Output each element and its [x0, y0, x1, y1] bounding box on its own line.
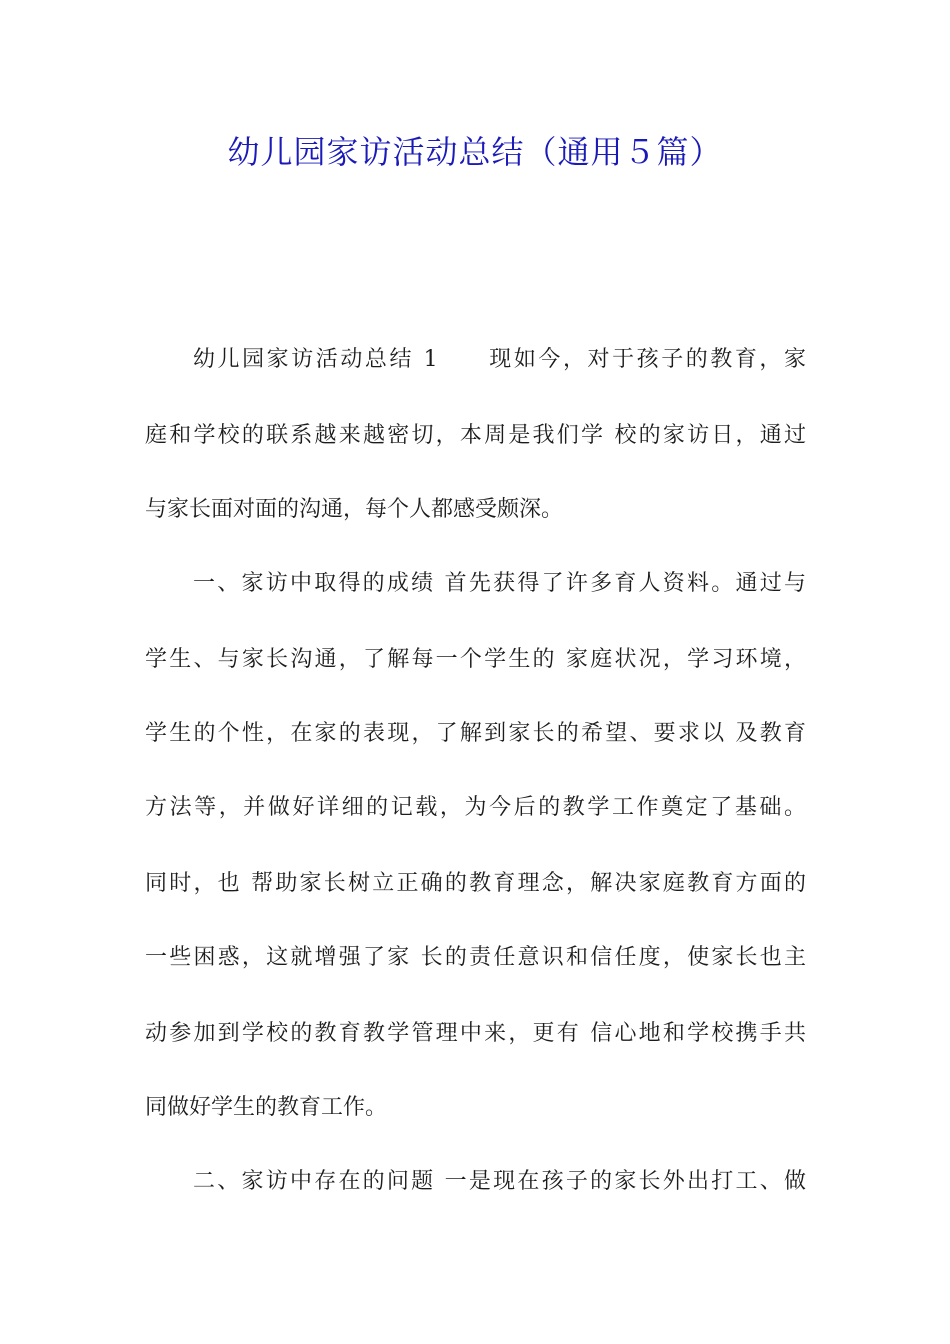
paragraph-1-line-2: 庭和学校的联系越来越密切，本周是我们学 校的家访日，通过 — [145, 423, 806, 448]
paragraph-2-line-3: 学生的个性，在家的表现，了解到家长的希望、要求以 及教育 — [145, 721, 806, 746]
paragraph-2-line-1: 一、家访中取得的成绩 首先获得了许多育人资料。通过与 — [193, 571, 806, 596]
paragraph-2-line-5: 同时，也 帮助家长树立正确的教育理念，解决家庭教育方面的 — [145, 871, 806, 896]
paragraph-2-line-8: 同做好学生的教育工作。 — [145, 1095, 388, 1120]
paragraph-2-line-2: 学生、与家长沟通，了解每一个学生的 家庭状况，学习环境， — [145, 647, 806, 672]
document-title: 幼儿园家访活动总结（通用５篇） — [227, 133, 723, 171]
paragraph-2-line-6: 一些困惑，这就增强了家 长的责任意识和信任度，使家长也主 — [145, 945, 806, 970]
paragraph-1-line-1: 幼儿园家访活动总结 1 现如今，对于孩子的教育，家 — [193, 347, 806, 372]
paragraph-1-line-3: 与家长面对面的沟通，每个人都感受颇深。 — [145, 497, 564, 522]
paragraph-3-line-1: 二、家访中存在的问题 一是现在孩子的家长外出打工、做 — [193, 1169, 806, 1194]
paragraph-2-line-7: 动参加到学校的教育教学管理中来，更有 信心地和学校携手共 — [145, 1021, 806, 1046]
paragraph-2-line-4: 方法等，并做好详细的记载，为今后的教学工作奠定了基础。 — [145, 795, 806, 820]
